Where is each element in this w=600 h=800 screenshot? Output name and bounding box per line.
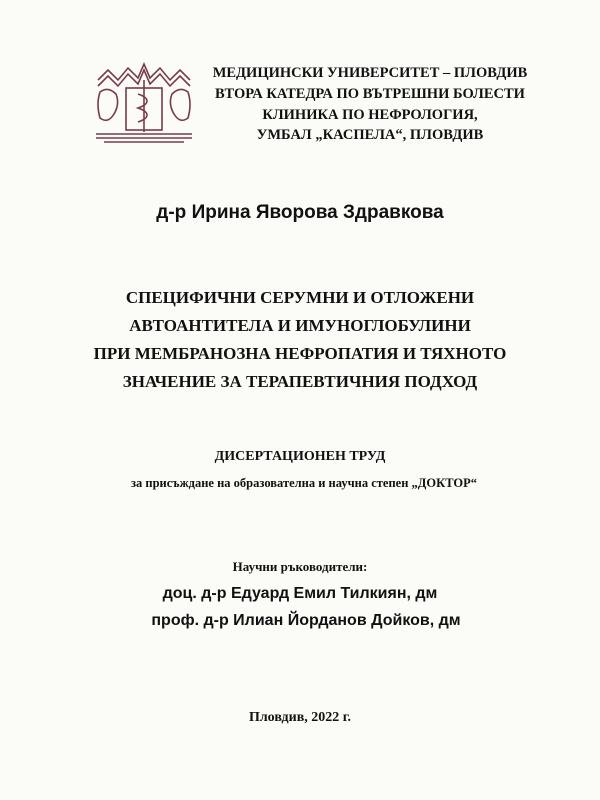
- work-type: ДИСЕРТАЦИОНЕН ТРУД: [214, 449, 386, 464]
- university-logo: [94, 58, 194, 144]
- header-line: МЕДИЦИНСКИ УНИВЕРСИТЕТ – ПЛОВДИВ: [212, 65, 528, 81]
- place-year: Пловдив, 2022 г.: [248, 710, 352, 725]
- title-line: ПРИ МЕМБРАНОЗНА НЕФРОПАТИЯ И ТЯХНОТО: [93, 344, 507, 363]
- title-line: АВТОАНТИТЕЛА И ИМУНОГЛОБУЛИНИ: [129, 316, 471, 335]
- title-line: СПЕЦИФИЧНИ СЕРУМНИ И ОТЛОЖЕНИ: [125, 288, 475, 307]
- header-line: УМБАЛ „КАСПЕЛА“, ПЛОВДИВ: [256, 127, 484, 143]
- degree-line: за присъждане на образователна и научна степен „ДОКТОР“: [131, 476, 477, 490]
- author-name: д-р Ирина Яворова Здравкова: [156, 202, 444, 223]
- header-line: КЛИНИКА ПО НЕФРОЛОГИЯ,: [262, 107, 478, 123]
- supervisor-name: доц. д-р Едуард Емил Тилкиян, дм: [162, 585, 438, 602]
- title-line: ЗНАЧЕНИЕ ЗА ТЕРАПЕВТИЧНИЯ ПОДХОД: [122, 372, 478, 391]
- supervisor-name: проф. д-р Илиан Йорданов Дойков, дм: [151, 612, 461, 629]
- header-line: ВТОРА КАТЕДРА ПО ВЪТРЕШНИ БОЛЕСТИ: [215, 86, 525, 102]
- supervisors-label: Научни ръководители:: [232, 559, 368, 574]
